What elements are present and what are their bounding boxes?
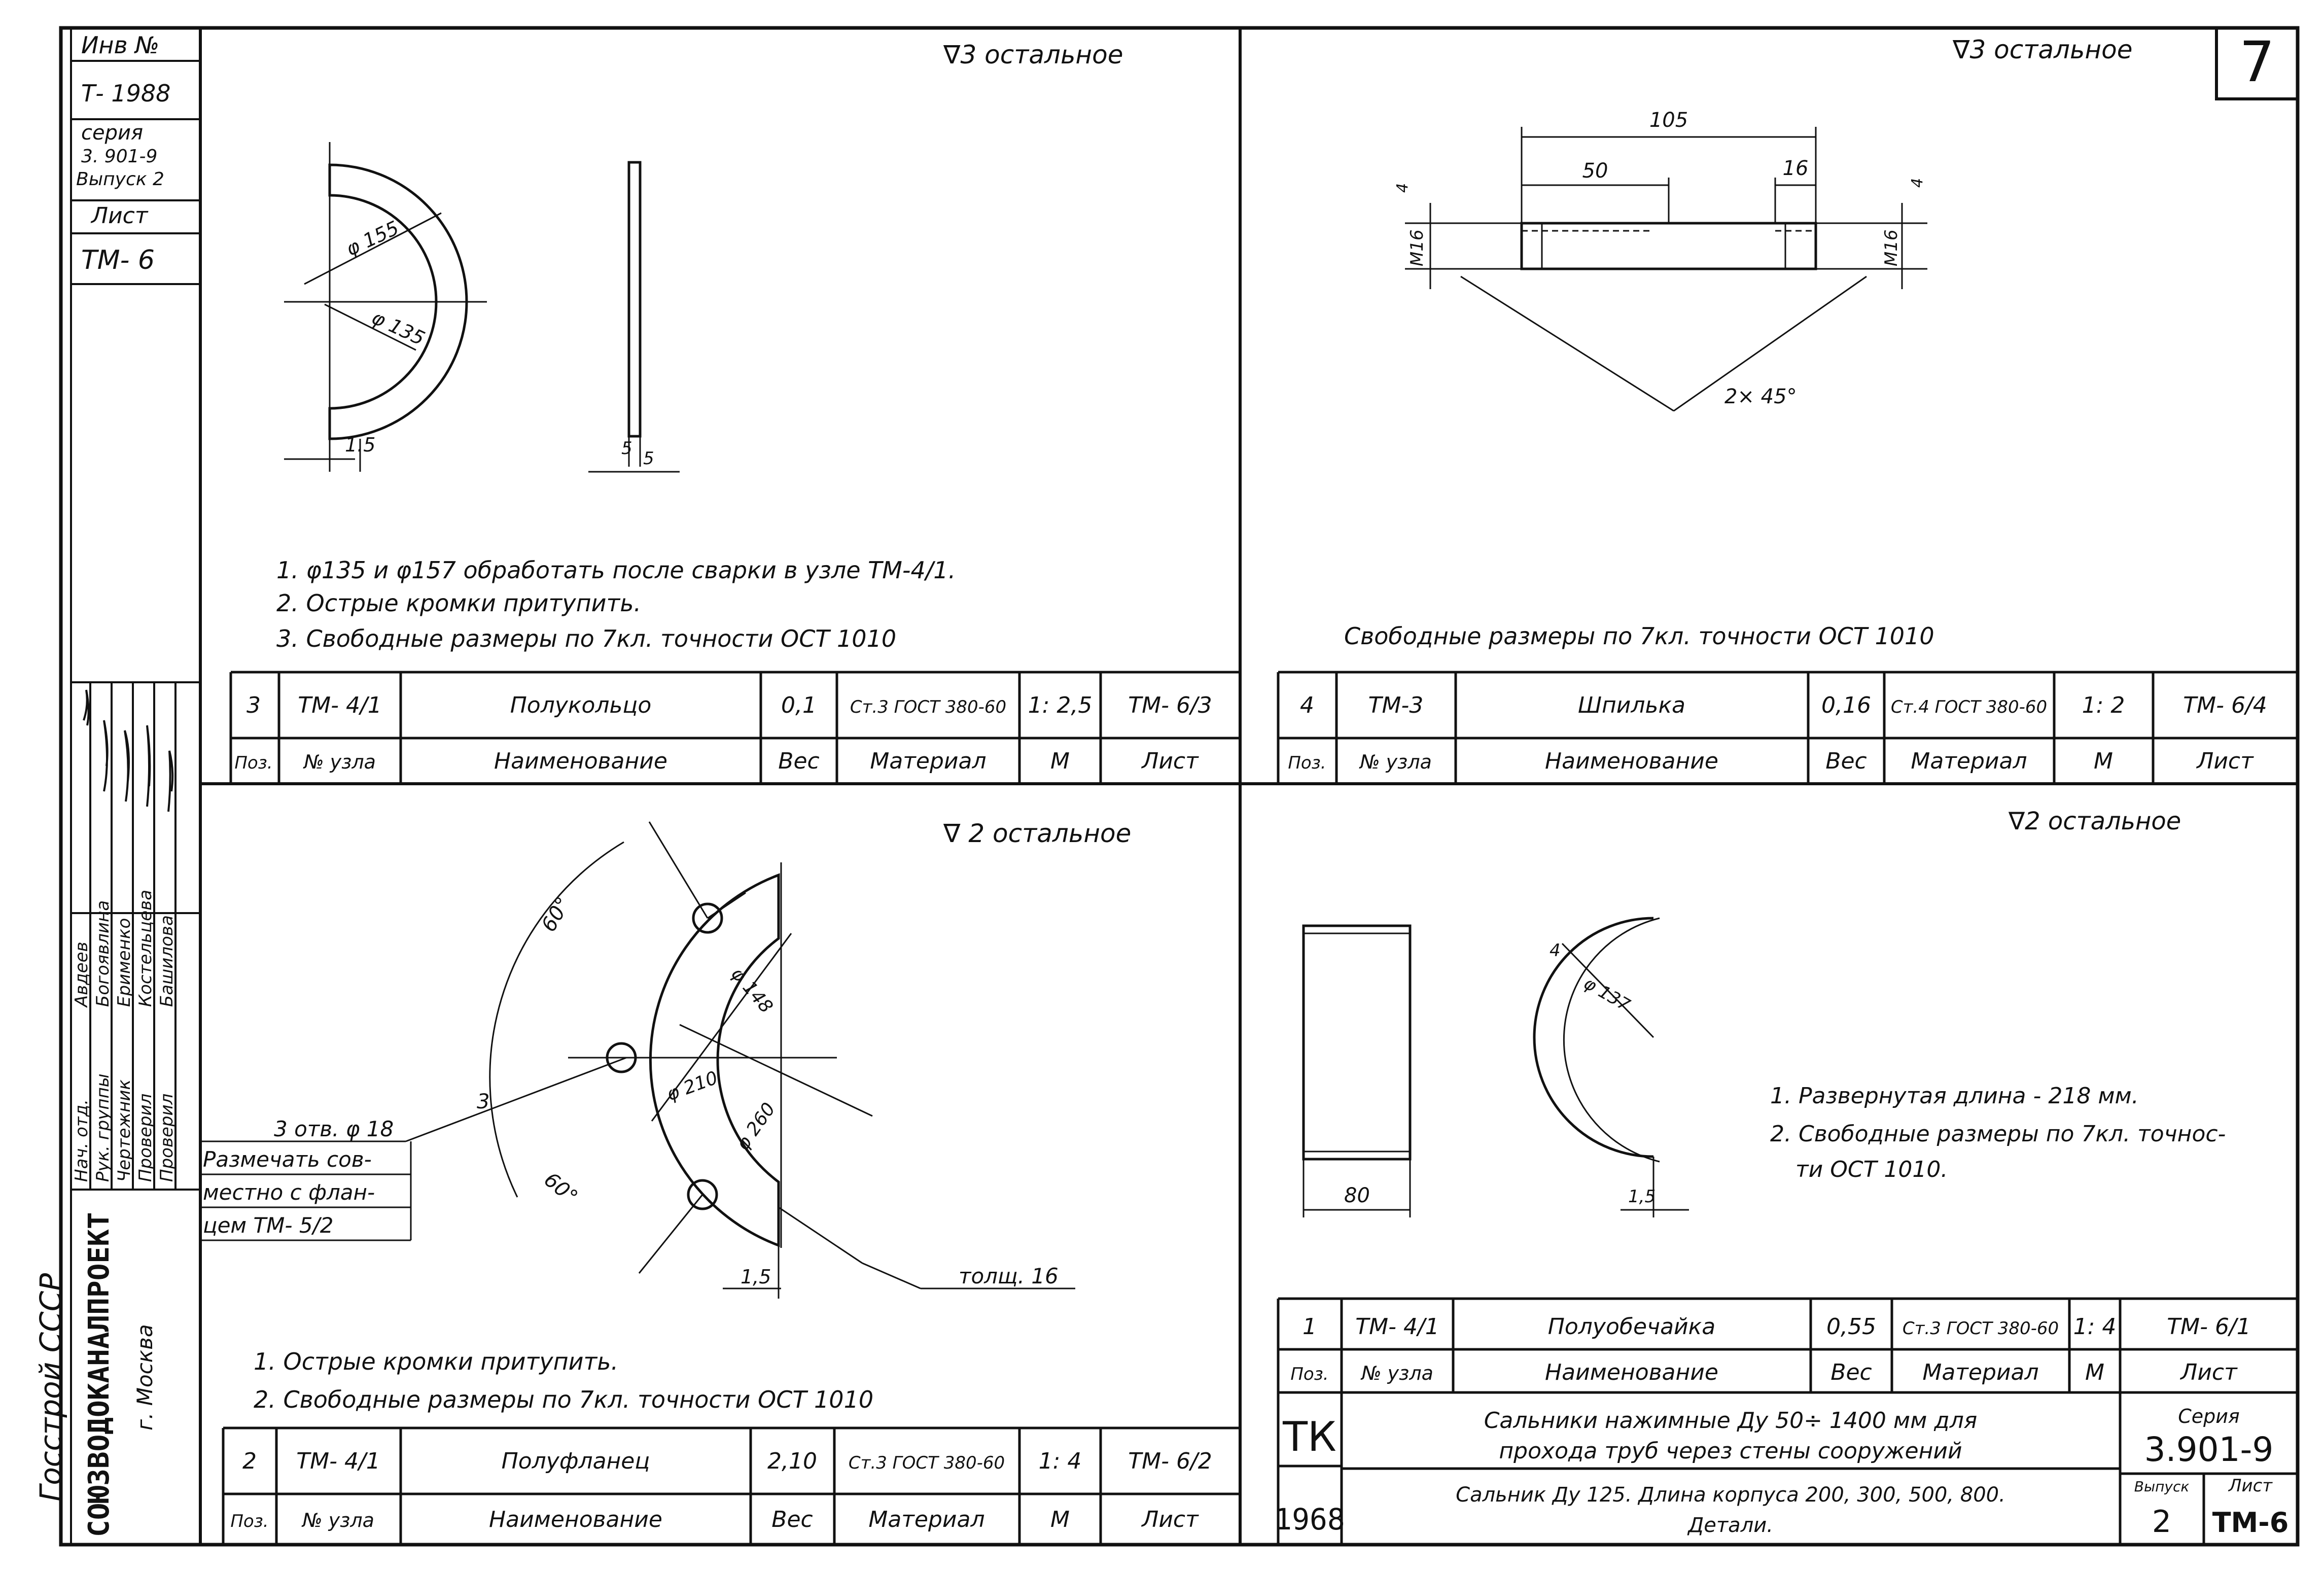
roughness-note: ∇2 остальное bbox=[2009, 807, 2181, 835]
dim-4: 4 bbox=[1550, 940, 1561, 961]
roughness-left: 4 bbox=[1394, 183, 1412, 193]
subtitle-line-1: Сальник Ду 125. Длина корпуса 200, 300, 500, 800. bbox=[1456, 1483, 2005, 1507]
note-2: 2. Острые кромки притупить. bbox=[276, 589, 642, 617]
spec-table bbox=[231, 672, 1240, 784]
spec-table bbox=[1278, 672, 2298, 784]
hdr-weight: Вес bbox=[1830, 1359, 1872, 1385]
panel-half-ring bbox=[231, 40, 1240, 784]
sheet-label: Лист bbox=[91, 203, 148, 229]
hdr-weight: Вес bbox=[778, 748, 820, 774]
cell-pos: 1 bbox=[1302, 1314, 1317, 1340]
hdr-pos: Поз. bbox=[230, 1511, 269, 1531]
signatures bbox=[84, 690, 172, 812]
dim-d135: φ 135 bbox=[368, 306, 429, 350]
hole-note-4: цем ТМ- 5/2 bbox=[203, 1213, 334, 1238]
cell-pos: 4 bbox=[1300, 692, 1314, 718]
dim-thickness: 1.5 bbox=[345, 434, 376, 456]
cell-scale: 1: 4 bbox=[1038, 1448, 1082, 1474]
series-value: 3.901-9 bbox=[2144, 1430, 2274, 1469]
hdr-name: Наименование bbox=[1545, 748, 1718, 774]
hdr-scale: М bbox=[2085, 1359, 2104, 1385]
hdr-pos: Поз. bbox=[234, 753, 273, 773]
cell-pos: 2 bbox=[242, 1448, 257, 1474]
org-gosstroy: Госстрой СССР bbox=[33, 1273, 68, 1502]
panel-half-flange bbox=[200, 819, 1240, 1545]
cell-weight: 0,1 bbox=[781, 692, 817, 718]
note-1: 1. φ135 и φ157 обработать после сварки в узле ТМ-4/1. bbox=[276, 556, 956, 584]
issue-value: Выпуск 2 bbox=[76, 169, 164, 190]
cell-material: Ст.4 ГОСТ 380-60 bbox=[1890, 697, 2048, 717]
inv-label: Инв № bbox=[81, 31, 160, 59]
dim-105: 105 bbox=[1649, 109, 1688, 132]
cell-scale: 1: 4 bbox=[2073, 1314, 2117, 1340]
sheet-value: ТМ-6 bbox=[2212, 1507, 2289, 1539]
hdr-material: Материал bbox=[870, 748, 987, 774]
name-5: Башилова bbox=[157, 915, 177, 1007]
hdr-sheet: Лист bbox=[2180, 1359, 2237, 1385]
cell-name: Полуобечайка bbox=[1547, 1314, 1716, 1340]
note-3: 3. Свободные размеры по 7кл. точности ОСТ 1010 bbox=[276, 625, 897, 652]
name-1: Авдеев bbox=[72, 942, 92, 1007]
title-line-1: Сальники нажимные Ду 50÷ 1400 мм для bbox=[1484, 1408, 1978, 1434]
title-line-2: прохода труб через стены сооружений bbox=[1499, 1438, 1962, 1464]
cell-sheet: ТМ- 6/1 bbox=[2167, 1314, 2251, 1340]
series-label: Серия bbox=[2178, 1405, 2240, 1427]
cell-node: ТМ- 4/1 bbox=[298, 692, 382, 718]
dim-chamfer: 2× 45° bbox=[1724, 385, 1797, 408]
hole-note-2: Размечать сов- bbox=[203, 1147, 372, 1172]
hdr-node: № узла bbox=[1361, 1362, 1433, 1384]
cell-name: Полукольцо bbox=[510, 692, 652, 718]
hdr-material: Материал bbox=[1922, 1359, 2039, 1385]
hdr-scale: М bbox=[2094, 748, 2113, 774]
hole-note-3: местно с флан- bbox=[203, 1180, 375, 1205]
panel-stud bbox=[1278, 35, 2298, 784]
subtitle-line-2: Детали. bbox=[1688, 1514, 1773, 1537]
spec-table bbox=[223, 1428, 1240, 1545]
cell-sheet: ТМ- 6/4 bbox=[2183, 692, 2267, 718]
half-ring-drawing bbox=[284, 142, 680, 472]
cell-node: ТМ- 4/1 bbox=[296, 1448, 380, 1474]
dim-width-b: 5 bbox=[643, 448, 654, 469]
hdr-sheet: Лист bbox=[1142, 748, 1199, 774]
dim-d137: φ 137 bbox=[1580, 973, 1634, 1016]
dim-1-5: 1,5 bbox=[1628, 1187, 1656, 1207]
note-1: Свободные размеры по 7кл. точности ОСТ 1010 bbox=[1344, 622, 1934, 650]
cell-name: Полуфланец bbox=[501, 1448, 650, 1474]
cell-scale: 1: 2,5 bbox=[1028, 692, 1093, 718]
hdr-scale: М bbox=[1050, 1507, 1070, 1532]
cell-material: Ст.3 ГОСТ 380-60 bbox=[1902, 1318, 2059, 1339]
roughness-note: ∇3 остальное bbox=[1953, 35, 2133, 64]
cell-weight: 0,16 bbox=[1821, 692, 1871, 718]
panel-half-shell bbox=[1274, 807, 2298, 1545]
dim-60-top: 60° bbox=[537, 893, 576, 936]
issue-label: Выпуск bbox=[2134, 1478, 2190, 1495]
dim-1-5: 1,5 bbox=[741, 1266, 771, 1288]
cell-scale: 1: 2 bbox=[2082, 692, 2125, 718]
cell-weight: 0,55 bbox=[1826, 1314, 1876, 1340]
hdr-node: № узла bbox=[304, 751, 376, 773]
sheet-label: Лист bbox=[2228, 1476, 2273, 1496]
sheet-number: 7 bbox=[2239, 29, 2275, 94]
org-code: ТК bbox=[1283, 1413, 1336, 1460]
cell-weight: 2,10 bbox=[767, 1448, 817, 1474]
series-value: 3. 901-9 bbox=[81, 146, 158, 167]
role-5: Проверил bbox=[157, 1093, 177, 1182]
note-2: 2. Свободные размеры по 7кл. точности ОСТ 1010 bbox=[254, 1386, 874, 1413]
org-soyuzvodokanalproekt: СОЮЗВОДОКАНАЛПРОЕКТ bbox=[83, 1212, 116, 1537]
cell-pos: 3 bbox=[247, 692, 261, 718]
cell-material: Ст.3 ГОСТ 380-60 bbox=[848, 1453, 1005, 1473]
hdr-pos: Поз. bbox=[1288, 753, 1326, 773]
dim-d210: φ 210 bbox=[664, 1067, 721, 1105]
dim-80: 80 bbox=[1344, 1184, 1370, 1207]
stud-drawing bbox=[1405, 127, 1927, 411]
dim-50: 50 bbox=[1582, 159, 1608, 183]
hdr-weight: Вес bbox=[1825, 748, 1867, 774]
dim-d155: φ 155 bbox=[342, 216, 403, 261]
role-4: Проверил bbox=[135, 1093, 156, 1182]
role-3: Чертежник bbox=[114, 1079, 134, 1182]
hdr-sheet: Лист bbox=[2197, 748, 2253, 774]
hdr-scale: М bbox=[1050, 748, 1070, 774]
dim-16: 16 bbox=[1782, 157, 1809, 180]
inv-value: Т- 1988 bbox=[81, 80, 171, 107]
role-1: Нач. отд. bbox=[72, 1099, 92, 1182]
hdr-sheet: Лист bbox=[1142, 1507, 1199, 1532]
series-label: серия bbox=[81, 121, 144, 145]
roughness-right: 4 bbox=[1909, 178, 1926, 188]
year: 1968 bbox=[1274, 1502, 1345, 1537]
cell-node: ТМ- 4/1 bbox=[1355, 1314, 1439, 1340]
note-1: 1. Острые кромки притупить. bbox=[254, 1348, 619, 1375]
hdr-name: Наименование bbox=[1545, 1359, 1718, 1385]
issue-value: 2 bbox=[2152, 1504, 2172, 1540]
cell-sheet: ТМ- 6/3 bbox=[1128, 692, 1212, 718]
sheet-border bbox=[61, 28, 2298, 1545]
name-3: Ерименко bbox=[114, 918, 134, 1007]
hdr-material: Материал bbox=[1911, 748, 2027, 774]
roughness-3: 3 bbox=[477, 1090, 490, 1113]
hdr-name: Наименование bbox=[494, 748, 667, 774]
dim-d260: φ 260 bbox=[732, 1099, 780, 1155]
dim-width-a: 5 bbox=[621, 438, 632, 459]
hole-note-1: 3 отв. φ 18 bbox=[274, 1117, 394, 1141]
thickness-note: толщ. 16 bbox=[959, 1264, 1059, 1288]
hdr-node: № узла bbox=[1360, 751, 1432, 773]
role-2: Рук. группы bbox=[93, 1073, 113, 1182]
note-1: 1. Развернутая длина - 218 мм. bbox=[1770, 1083, 2139, 1109]
hdr-weight: Вес bbox=[771, 1507, 813, 1532]
cell-material: Ст.3 ГОСТ 380-60 bbox=[850, 697, 1007, 717]
sheet-value: ТМ- 6 bbox=[81, 245, 155, 275]
dim-m16-right: М16 bbox=[1881, 229, 1902, 266]
cell-node: ТМ-3 bbox=[1368, 692, 1424, 718]
cell-name: Шпилька bbox=[1577, 692, 1686, 718]
hdr-node: № узла bbox=[302, 1509, 374, 1531]
half-shell-drawing bbox=[1304, 918, 1689, 1217]
title-block bbox=[1274, 1392, 2298, 1545]
roughness-note: ∇ 2 остальное bbox=[943, 819, 1132, 848]
dim-m16-left: М16 bbox=[1407, 229, 1427, 266]
note-2: 2. Свободные размеры по 7кл. точнос- bbox=[1770, 1121, 2226, 1147]
roughness-note: ∇3 остальное bbox=[943, 40, 1123, 69]
dim-60-bottom: 60° bbox=[539, 1168, 582, 1209]
hdr-pos: Поз. bbox=[1290, 1364, 1329, 1384]
cell-sheet: ТМ- 6/2 bbox=[1128, 1448, 1212, 1474]
name-4: Костельцева bbox=[135, 889, 156, 1007]
org-city: г. Москва bbox=[132, 1324, 157, 1431]
name-2: Богоявлина bbox=[93, 900, 113, 1007]
hdr-material: Материал bbox=[868, 1507, 985, 1532]
side-stamp bbox=[33, 28, 200, 1545]
hdr-name: Наименование bbox=[489, 1507, 662, 1532]
note-3: ти ОСТ 1010. bbox=[1795, 1157, 1948, 1182]
dim-d148: φ 148 bbox=[727, 963, 777, 1018]
